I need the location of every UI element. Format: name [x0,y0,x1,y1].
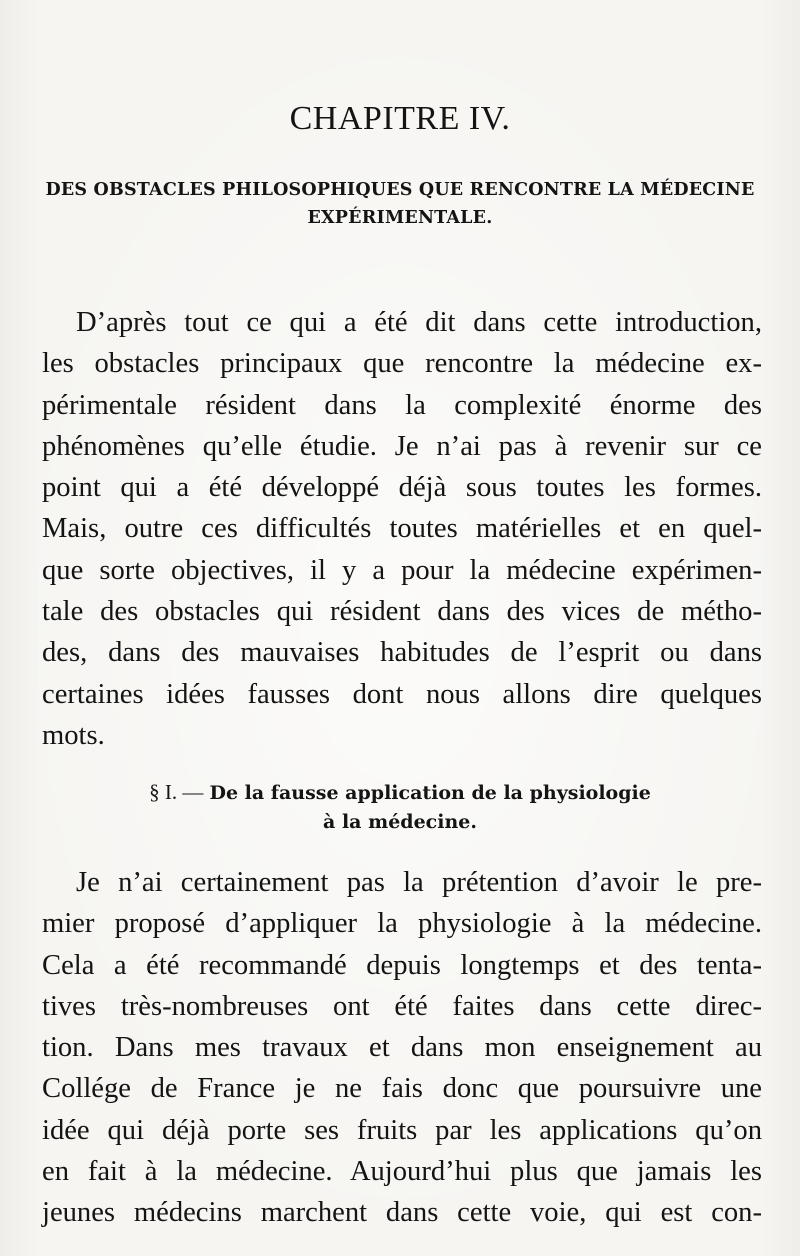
chapter-subtitle [40,176,760,232]
section-number: § I. — [149,780,204,804]
paragraph-2-line: en fait à la médecine. Aujourd’hui plus que jamais les [42,1156,762,1188]
paragraph-2-line: Collége de France je ne fais donc que poursuivre une [42,1073,762,1105]
paragraph-1-line: tale des obstacles qui résident dans des vices de métho- [42,596,762,628]
chapter-title: CHAPITRE IV. [289,100,511,137]
paragraph-1-line: certaines idées fausses dont nous allons dire quelques [42,678,762,710]
paragraph-2-line: tion. Dans mes travaux et dans mon enseignement au [42,1032,762,1064]
paragraph-2 [42,862,762,1234]
paragraph-1-line: des, dans des mauvaises habitudes de l’esprit ou dans [42,637,762,669]
paragraph-1-line: les obstacles principaux que rencontre la médecine ex- [42,348,762,380]
paragraph-2-line: mier proposé d’appliquer la physiologie à la médecine. [42,908,762,940]
section-title-line-1: De la fausse application de la physiologie [209,782,651,804]
paragraph-1-line: phénomènes qu’elle étudie. Je n’ai pas à revenir sur ce [42,430,762,462]
section-heading [70,778,730,837]
paragraph-1-line: point qui a été développé déjà sous toutes les formes. [42,472,762,504]
paragraph-2-line: Je n’ai certainement pas la prétention d’avoir le pre- [76,867,762,898]
paragraph-1-line: que sorte objectives, il y a pour la médecine expérimen- [42,554,762,586]
section-heading-line-1 [70,778,730,808]
paragraph-1-line: périmentale résident dans la complexité énorme des [42,389,762,421]
paragraph-2-line: idée qui déjà porte ses fruits par les applications qu’on [42,1114,762,1146]
paragraph-1 [42,302,762,756]
chapter-subtitle-line-2: EXPÉRIMENTALE. [307,208,493,228]
section-title-line-2: à la médecine. [323,811,477,833]
paragraph-1-line: mots. [42,719,105,751]
paragraph-2-line: Cela a été recommandé depuis longtemps et des tenta- [42,949,762,981]
chapter-subtitle-line-1: DES OBSTACLES PHILOSOPHIQUES QUE RENCONTRE LA MÉDECINE [45,180,755,200]
paragraph-1-line: Mais, outre ces difficultés toutes matérielles et en quel- [42,513,762,545]
paragraph-1-line: D’après tout ce qui a été dit dans cette introduction, [76,307,762,338]
paragraph-2-line: tives très-nombreuses ont été faites dans cette direc- [42,990,762,1022]
paragraph-2-line: jeunes médecins marchent dans cette voie, qui est con- [42,1197,762,1229]
